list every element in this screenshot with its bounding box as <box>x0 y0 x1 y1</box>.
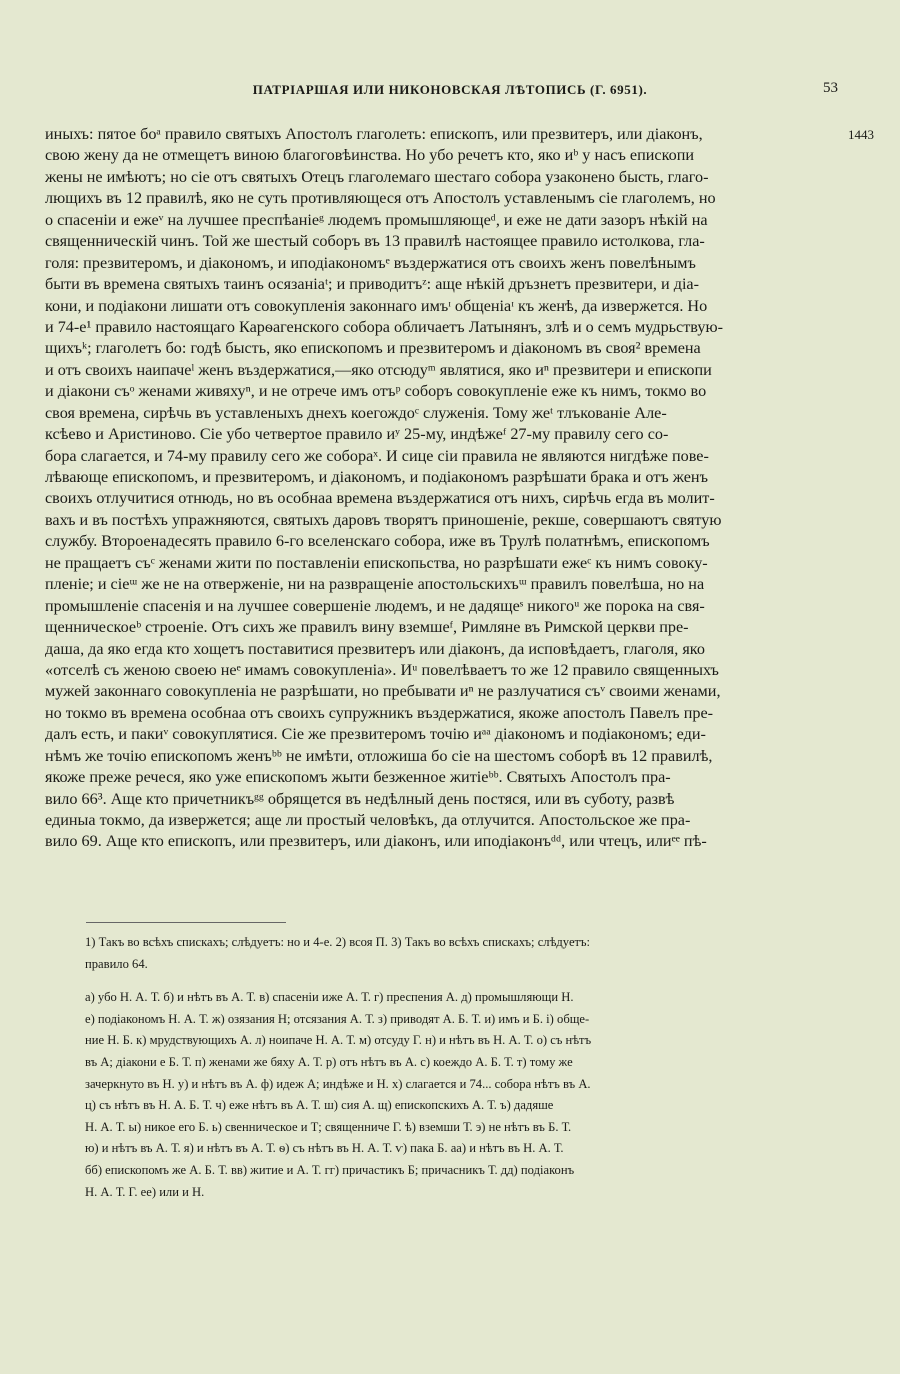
footnote-divider <box>86 922 286 923</box>
text-line: священническій чинъ. Той же шестый соборъ въ 13 правилѣ настоящее правило истолкова, гла- <box>45 232 705 251</box>
text-line: «отселѣ съ женою своею неᵉ имамъ совокупленіа». Иᵘ повелѣваетъ то же 12 правило священныхъ <box>45 660 719 679</box>
footnote-line: ю) и нѣтъ въ А. Т. я) и нѣтъ въ А. Т. ѳ) съ нѣтъ въ Н. А. Т. ѵ) пака Б. аа) и нѣтъ въ Н. А. Т. <box>85 1141 564 1156</box>
footnote-line: ц) съ нѣтъ въ Н. А. Б. Т. ч) еже нѣтъ въ А. Т. ш) сия А. щ) епископскихъ А. Т. ъ) дадяше <box>85 1098 554 1113</box>
text-line: и діакони съᵒ женами живяхуⁿ, и не отрече имъ отъᵖ соборъ совокупленіе еже къ нимъ, токмо во <box>45 382 707 401</box>
text-line: даша, да яко егда кто хощетъ поставитися презвитеръ или діаконъ, да исповѣдаетъ, глаголя, яко <box>45 639 705 658</box>
text-line: быти въ времена святыхъ таинъ осязаніаᵗ; и приводитъᶻ: аще нѣкій дръзнетъ презвитери, и діа- <box>45 275 700 294</box>
text-line: лющихъ въ 12 правилѣ, яко не суть противляющеся отъ Апостолъ уставленымъ сіе глаголемъ, но <box>45 189 716 208</box>
running-head: ПАТРІАРШАЯ ИЛИ НИКОНОВСКАЯ ЛѢТОПИСЬ (Г. 6951). <box>252 82 648 97</box>
text-line: свою жену да не отмещетъ виною благоговѣинства. Но убо речетъ кто, яко иᵇ у насъ епископи <box>45 146 695 165</box>
footnotes <box>85 932 847 1203</box>
text-line: щенническоеᵇ строеніе. Отъ сихъ же правилъ вину вземшеᶠ, Римляне въ Римской церкви пре- <box>45 618 689 637</box>
text-line: жены не имѣютъ; но сіе отъ святыхъ Отецъ глаголемаго шестаго собора узаконено бысть, глаго- <box>45 167 709 186</box>
margin-year: 1443 <box>848 127 874 142</box>
footnote-line: въ А; діакони е Б. Т. п) женами же бяху А. Т. р) отъ нѣтъ въ А. с) коеждо А. Б. Т. т) тому же <box>85 1054 573 1069</box>
text-line: не пращаетъ съᶜ женами жити по поставленіи епископьства, но разрѣшати ежеᶜ къ нимъ совоку- <box>45 553 708 572</box>
text-line: службу. Второенадесять правило 6-го вселенскаго собора, иже въ Трулѣ полатнѣмъ, епископомъ <box>45 532 710 551</box>
footnote-line: Н. А. Т. ы) никое его Б. ь) свенническое и Т; священниче Г. ѣ) вземши Т. э) не нѣтъ въ Б. Т. <box>85 1119 572 1134</box>
text-line: и отъ своихъ наипачеˡ женъ въздержатися,—яко отсюдуᵐ являтися, яко иⁿ презвитери и епископи <box>45 360 712 379</box>
text-line: своихъ отлучитися отнюдь, но въ особнаа времена въздержатися отъ нихъ, сирѣчь егда въ молит- <box>45 489 715 508</box>
text-line: промышленіе спасенія и на лучшее совершеніе людемъ, и не дадящеˢ никогоᵘ же порока на свя- <box>45 596 705 615</box>
footnote-line: е) подіакономъ Н. А. Т. ж) озязания Н; отсязания А. Т. з) приводят А. Б. Т. и) имъ и Б. і) обще- <box>85 1011 590 1026</box>
text-line: кони, и подіакони лишати отъ совокупленія законнаго имъᶦ общеніаᶦ къ женѣ, да извержется. Но <box>45 296 708 315</box>
text-line: пленіе; и сіеᵚ же не на отверженіе, ни на развращеніе апостольскихъᵚ правилъ повелѣша, но на <box>45 575 705 594</box>
text-line: и 74-е¹ правило настоящаго Карѳагенского собора обличаетъ Латынянъ, злѣ и о семъ мудрьствую- <box>45 317 723 336</box>
page-header <box>0 82 900 106</box>
footnote-line: 1) Такъ во всѣхъ спискахъ; слѣдуетъ: но и 4-е. 2) всоя П. 3) Такъ во всѣхъ спискахъ; слѣдуетъ: <box>85 935 591 949</box>
page-number: 53 <box>823 80 838 96</box>
footnote-line: а) убо Н. А. Т. б) и нѣтъ въ А. Т. в) спасеніи иже А. Т. г) преспения А. д) промышляющи Н. <box>85 990 574 1005</box>
footnote-line: Н. А. Т. Г. ее) или и Н. <box>85 1184 205 1199</box>
text-line: единыа токмо, да извержется; аще ли простый человѣкъ, да отлучится. Апостольское же пра- <box>45 811 691 829</box>
text-line: но токмо въ времена особнаа отъ своихъ супружникъ въздержатися, якоже апостолъ Павелъ пре- <box>45 703 714 722</box>
text-line: далъ есть, и пакиᵛ совокуплятися. Сіе же презвитеромъ точію иᵃᵃ діакономъ и подіакономъ; еди- <box>45 725 706 744</box>
footnote-line: правило 64. <box>85 956 148 971</box>
footnote-line: ние Н. Б. к) мрудствующихъ А. л) ноипаче Н. А. Т. м) отсуду Г. н) и нѣтъ въ Н. А. Т. о) съ нѣтъ <box>85 1033 592 1048</box>
text-line: вило 66³. Аще кто причетникъᵍᵍ обрящется въ недѣлный день постяся, или въ суботу, развѣ <box>45 789 675 808</box>
footnote-line: бб) епископомъ же А. Б. Т. вв) житие и А. Т. гг) причастикъ Б; причасникъ Т. дд) подіаконъ <box>85 1162 575 1177</box>
footnote-line: зачеркнуто въ Н. у) и нѣтъ въ А. ф) идеж А; индѣже и Н. х) слагается и 74... собора нѣтъ въ А. <box>85 1076 591 1091</box>
main-text <box>45 124 845 853</box>
text-line: лѣвающе епископомъ, и презвитеромъ, и діакономъ, и подіакономъ разрѣшати брака и отъ женъ <box>45 468 708 486</box>
text-line: своя времена, сирѣчь въ уставленыхъ днехъ коегождоᶜ служенія. Тому жеᵗ тлъкованіе Але- <box>45 403 667 422</box>
text-line: ксѣево и Аристиново. Сіе убо четвертое правило иʸ 25-му, индѣжеᶠ 27-му правилу сего со- <box>45 425 669 444</box>
text-line: голя: презвитеромъ, и діакономъ, и иподіакономъᵉ въздержатися отъ своихъ женъ повелѣнымъ <box>45 253 696 272</box>
text-line: нѣмъ же точію епископомъ женъᵇᵇ не имѣти, отложиша бо сіе на шестомъ соборѣ въ 12 правилѣ, <box>45 746 713 765</box>
text-line: о спасеніи и ежеᵛ на лучшее преспѣаніеᵍ людемъ промышляющеᵈ, и еже не дати зазоръ нѣкій на <box>45 210 708 229</box>
text-line: вахъ и въ постѣхъ упражняются, святыхъ даровъ творятъ приношеніе, рекше, совершаютъ святую <box>45 510 722 529</box>
footnote-line <box>85 975 847 987</box>
text-line: щихъᵏ; глаголетъ бо: годѣ бысть, яко епископомъ и презвитеромъ и діакономъ въ своя² времена <box>45 339 701 358</box>
text-line: бора слагается, и 74-му правилу сего же собораˣ. И сице сіи правила не являются нигдѣже пове- <box>45 446 709 465</box>
text-line: якоже преже речеся, яко уже епископомъ жыти безженное житіеᵇᵇ. Святыхъ Апостолъ пра- <box>45 768 671 787</box>
text-line: иныхъ: пятое боᵃ правило святыхъ Апостолъ глаголеть: епископъ, или презвитеръ, или діаконъ, <box>45 125 703 143</box>
text-line: вило 69. Аще кто епископъ, или презвитеръ, или діаконъ, или иподіаконъᵈᵈ, или чтецъ, илиᵉᵉ пѣ- <box>45 832 707 851</box>
text-line: мужей законнаго совокупленіа не разрѣшати, но пребывати иⁿ не разлучатися съᵛ своими женами, <box>45 682 721 701</box>
